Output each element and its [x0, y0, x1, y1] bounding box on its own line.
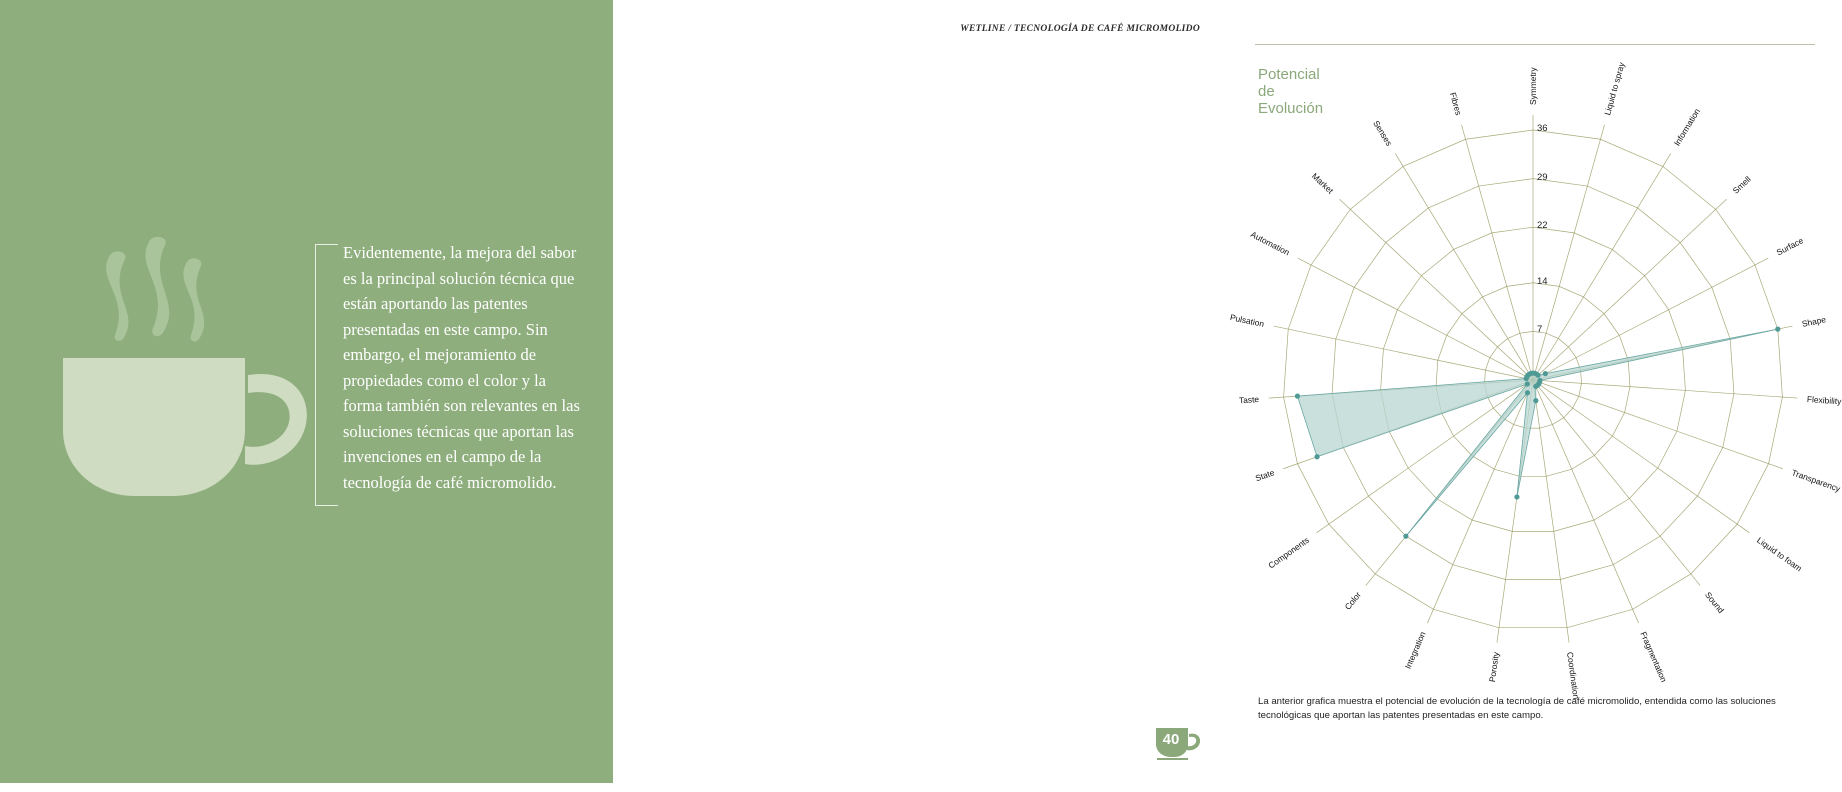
radar-axis-label: State	[1253, 467, 1276, 484]
radar-axis-label: Porosity	[1486, 651, 1501, 684]
quote-bracket	[315, 244, 338, 506]
radar-axis-label: Pulsation	[1229, 312, 1265, 329]
radar-axis-label: Automation	[1248, 229, 1292, 258]
radar-tick-label: 7	[1537, 324, 1543, 336]
radar-axis-label: Shape	[1801, 314, 1827, 329]
radar-axis-label: Fragmentation	[1637, 630, 1669, 684]
radar-axis-label: Surface	[1774, 235, 1806, 258]
radar-axis-label: Sound	[1702, 590, 1726, 616]
radar-axis-label: Market	[1309, 171, 1336, 196]
page-number-badge	[1154, 726, 1198, 760]
radar-axis-label: Fibres	[1447, 91, 1464, 117]
radar-chart-svg	[1243, 90, 1823, 670]
left-green-panel	[0, 0, 613, 783]
radar-tick-label: 29	[1537, 171, 1548, 183]
page-title: Potencial de Evolución	[1258, 66, 1324, 117]
radar-axis-label: Information	[1671, 106, 1702, 148]
radar-axis-label: Smell	[1730, 174, 1753, 196]
coffee-cup-icon	[55, 240, 325, 510]
radar-axis-label: Senses	[1371, 118, 1395, 148]
right-content-panel	[613, 0, 1842, 792]
radar-tick-label: 22	[1537, 220, 1548, 232]
quote-block	[315, 240, 595, 506]
radar-axis-label: Coordination	[1565, 651, 1582, 701]
radar-tick-label: 36	[1537, 123, 1548, 134]
header-divider	[1255, 44, 1815, 45]
radar-axis-label: Symmetry	[1528, 67, 1538, 105]
page-number: 40	[1162, 731, 1180, 748]
radar-tick-label: 14	[1537, 275, 1548, 287]
radar-axis-label: Flexibility	[1807, 393, 1842, 407]
quote-text: Evidentemente, la mejora del sabor es la principal solución técnica que están aportando las patentes presentadas en este campo. Sin embargo, el mejoramiento de propiedades como el color y la forma también son relevantes en las soluciones técnicas que aportan las invenciones en el campo de la tecnología de café micromolido.	[343, 243, 580, 492]
radar-axis-label: Transparency	[1790, 467, 1842, 494]
radar-axis-label: Color	[1342, 590, 1364, 612]
chart-caption: La anterior grafica muestra el potencial de evolución de la tecnología de café micromolido, entendida como las soluciones tecnológicas que aportan las patentes presentadas en este campo.	[1258, 696, 1776, 721]
radar-axis-label: Components	[1266, 534, 1312, 571]
radar-axis-label: Liquid to foam	[1754, 534, 1804, 574]
radar-axis-label: Taste	[1238, 393, 1259, 406]
radar-chart	[1229, 61, 1842, 701]
running-head: WETLINE / TECNOLOGÍA DE CAFÉ MICROMOLIDO	[960, 24, 1200, 34]
radar-axis-label: Integration	[1403, 630, 1429, 671]
radar-axis-label: Liquid to spray	[1602, 61, 1627, 117]
